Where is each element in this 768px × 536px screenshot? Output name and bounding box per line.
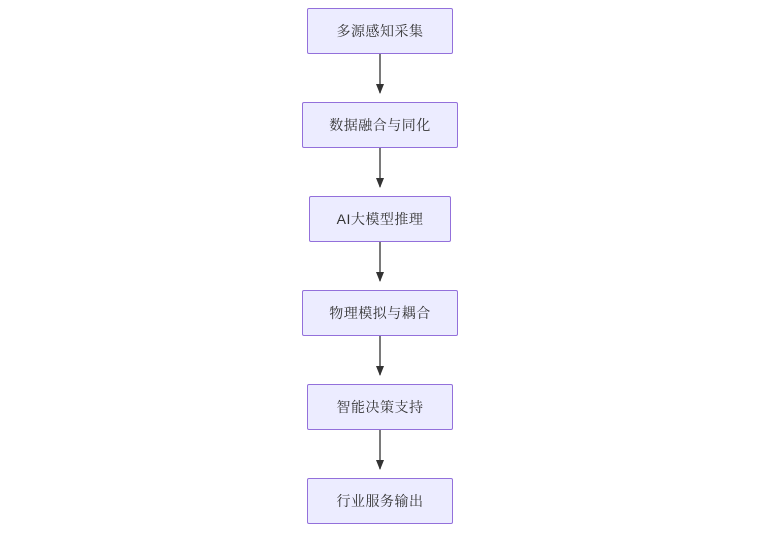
flow-node-label: 物理模拟与耦合 [329, 304, 431, 321]
flow-node-label: 数据融合与同化 [329, 116, 431, 133]
flow-node-label: 智能决策支持 [336, 398, 424, 415]
flow-node-label: 行业服务输出 [336, 492, 424, 509]
flow-node-n4[interactable] [302, 290, 458, 336]
flow-node-n3[interactable] [309, 196, 451, 242]
flow-node-label: AI大模型推理 [336, 210, 424, 227]
flow-node-n1[interactable] [307, 8, 453, 54]
flow-node-label: 多源感知采集 [336, 22, 424, 39]
flow-node-n2[interactable] [302, 102, 458, 148]
flow-node-n6[interactable] [307, 478, 453, 524]
flow-node-n5[interactable] [307, 384, 453, 430]
